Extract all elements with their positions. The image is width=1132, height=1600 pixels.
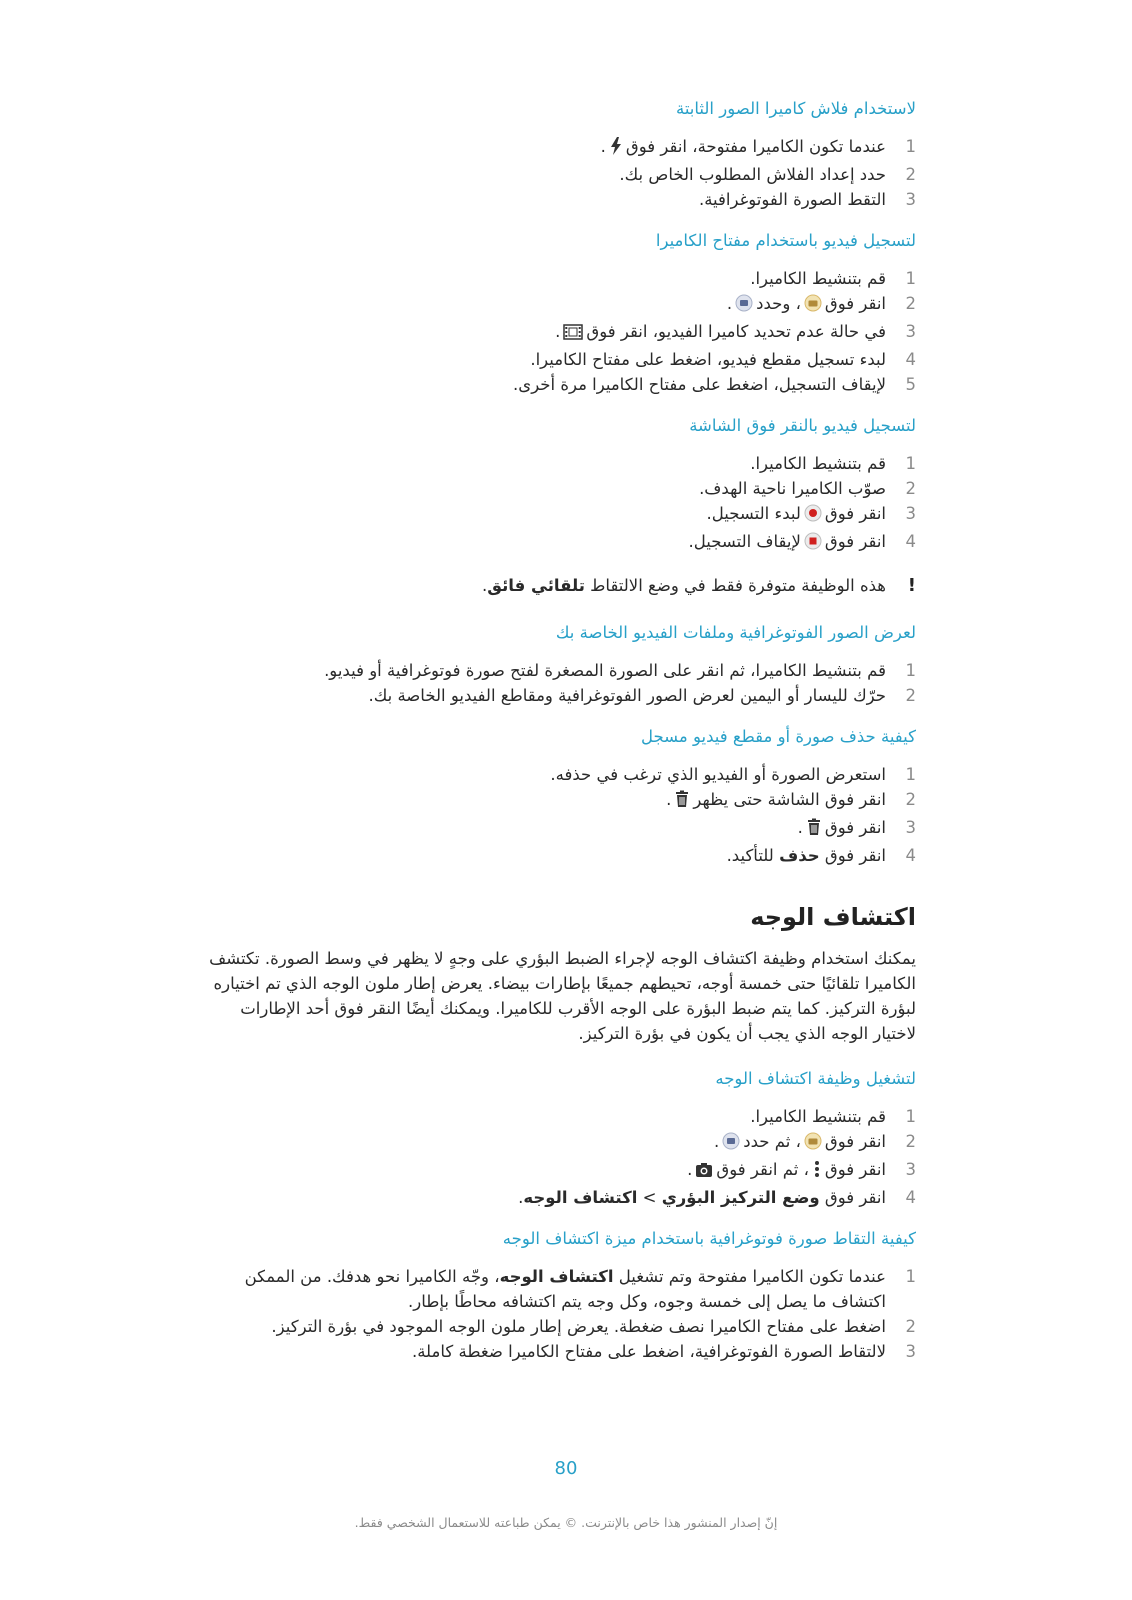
- step-text-part: انقر فوق: [824, 1160, 886, 1179]
- step-text: [196, 1157, 886, 1185]
- step-row: [196, 529, 916, 557]
- step-number: 3: [905, 190, 916, 209]
- step-text-part: .: [726, 294, 733, 313]
- step-number: 2: [905, 686, 916, 705]
- paragraph-face-detection: يمكنك استخدام وظيفة اكتشاف الوجه لإجراء الضبط البؤري على وجهٍ لا يظهر في وسط الصورة. تكتشف الكاميرا تلقائيًا حتى خمسة أوجه، تحيطهم جميعًا بإطارات بيضاء. يعرض إطار ملون الوجه الذي تم اختياره لبؤرة التركيز. كما يتم ضبط البؤرة على الوجه الأقرب للكاميرا. ويمكنك أيضًا النقر فوق أحد الإطارات لاختيار الوجه الذي يجب أن يكون في بؤرة التركيز.: [209, 949, 916, 1043]
- step-bold: اكتشاف الوجه: [499, 1267, 614, 1286]
- record-icon: [804, 504, 822, 529]
- step-row: [196, 347, 916, 372]
- step-row: [196, 291, 916, 319]
- step-number: 1: [905, 269, 916, 288]
- step-text: التقط الصورة الفوتوغرافية.: [698, 190, 886, 209]
- step-row: [196, 1157, 916, 1185]
- stop-icon: [804, 532, 822, 557]
- step-number: 3: [905, 1160, 916, 1179]
- step-text: [196, 529, 886, 557]
- step-text: [196, 1185, 886, 1210]
- step-text-part: .: [714, 1132, 720, 1151]
- step-row: [196, 476, 916, 501]
- step-text-part: ، وجّه الكاميرا نحو هدفك. من الممكن اكتشاف ما يصل إلى خمسة وجوه، وكل وجه يتم اكتشافه محاطًا بإطار.: [244, 1267, 886, 1311]
- step-text: [196, 134, 886, 162]
- step-row: [196, 1264, 916, 1314]
- section-title-view: لعرض الصور الفوتوغرافية وملفات الفيديو الخاصة بك: [555, 623, 916, 642]
- step-text-part: عندما تكون الكاميرا مفتوحة وتم تشغيل: [618, 1267, 886, 1286]
- step-row: [196, 134, 916, 162]
- step-number: 2: [905, 790, 916, 809]
- section-title-record-key: لتسجيل فيديو باستخدام مفتاح الكاميرا: [655, 231, 916, 250]
- step-row: [196, 1185, 916, 1210]
- step-number: 4: [905, 846, 916, 865]
- step-number: 4: [905, 1188, 916, 1207]
- footer-notice: إنّ إصدار المنشور هذا خاص بالإنترنت. © يمكن طباعته للاستعمال الشخصي فقط.: [354, 1515, 778, 1530]
- steps-flash: [196, 134, 916, 212]
- step-text: قم بتنشيط الكاميرا، ثم انقر على الصورة المصغرة لفتح صورة فوتوغرافية أو فيديو.: [324, 661, 886, 680]
- step-bold: حذف: [779, 846, 820, 865]
- content-column: [196, 96, 916, 1380]
- note-text-part: هذه الوظيفة متوفرة فقط في وضع الالتقاط: [590, 576, 886, 595]
- step-row: [196, 815, 916, 843]
- step-text: قم بتنشيط الكاميرا.: [750, 269, 886, 288]
- steps-enable-face: [196, 1104, 916, 1210]
- step-text-part: انقر فوق: [824, 504, 886, 523]
- flash-icon: [609, 137, 623, 162]
- trash-icon: [674, 790, 690, 815]
- step-text-part: انقر فوق: [824, 846, 886, 865]
- step-number: 2: [905, 294, 916, 313]
- section-title-capture-face: كيفية التقاط صورة فوتوغرافية باستخدام ميزة اكتشاف الوجه: [502, 1229, 916, 1248]
- step-text-part: .: [518, 1188, 524, 1207]
- step-number: 2: [905, 165, 916, 184]
- section-title-delete: كيفية حذف صورة أو مقطع فيديو مسجل: [641, 727, 916, 746]
- step-number: 1: [905, 765, 916, 784]
- step-row: [196, 162, 916, 187]
- step-row: [196, 187, 916, 212]
- step-number: 1: [905, 137, 916, 156]
- step-number: 3: [905, 504, 916, 523]
- step-row: [196, 319, 916, 347]
- step-text: [196, 501, 886, 529]
- photo-mode-icon: [722, 1132, 740, 1157]
- step-text: [196, 319, 886, 347]
- step-row: [196, 451, 916, 476]
- step-row: [196, 683, 916, 708]
- step-text-part: ، ثم حدد: [743, 1132, 801, 1151]
- step-text: صوّب الكاميرا ناحية الهدف.: [699, 479, 886, 498]
- step-row: [196, 843, 916, 868]
- step-bold: وضع التركيز البؤري: [661, 1188, 820, 1207]
- step-text: لالتقاط الصورة الفوتوغرافية، اضغط على مفتاح الكاميرا ضغطة كاملة.: [411, 1342, 886, 1361]
- step-number: 4: [905, 350, 916, 369]
- section-title-enable-face: لتشغيل وظيفة اكتشاف الوجه: [715, 1069, 916, 1088]
- steps-record-tap: [196, 451, 916, 557]
- step-row: [196, 1129, 916, 1157]
- step-text-part: للتأكيد.: [726, 846, 774, 865]
- step-text-part: انقر فوق: [824, 532, 886, 551]
- step-text: قم بتنشيط الكاميرا.: [750, 1107, 886, 1126]
- section-title-record-tap: لتسجيل فيديو بالنقر فوق الشاشة: [689, 416, 916, 435]
- step-text-part: .: [797, 818, 803, 837]
- note-text-part: .: [481, 576, 488, 595]
- steps-delete: [196, 762, 916, 868]
- step-row: [196, 372, 916, 397]
- step-separator: >: [642, 1188, 657, 1207]
- step-number: 1: [905, 661, 916, 680]
- step-text: [196, 291, 886, 319]
- step-row: [196, 658, 916, 683]
- step-text-part: انقر فوق: [824, 818, 886, 837]
- step-text: حرّك لليسار أو اليمين لعرض الصور الفوتوغرافية ومقاطع الفيديو الخاصة بك.: [368, 686, 886, 705]
- camera-icon: [695, 1160, 713, 1185]
- step-text: [196, 1264, 886, 1314]
- step-text: لإيقاف التسجيل، اضغط على مفتاح الكاميرا مرة أخرى.: [513, 375, 886, 394]
- note-bold: تلقائي فائق: [487, 576, 585, 595]
- step-row: [196, 787, 916, 815]
- steps-record-key: [196, 266, 916, 397]
- trash-icon: [806, 818, 822, 843]
- note-text: [196, 573, 886, 598]
- step-number: 5: [905, 375, 916, 394]
- step-row: [196, 1339, 916, 1364]
- steps-capture-face: [196, 1264, 916, 1364]
- step-text: استعرض الصورة أو الفيديو الذي ترغب في حذفه.: [550, 765, 886, 784]
- step-text-part: .: [555, 322, 561, 341]
- step-row: [196, 762, 916, 787]
- warning-icon: !: [907, 575, 916, 596]
- step-row: [196, 266, 916, 291]
- step-text: قم بتنشيط الكاميرا.: [750, 454, 886, 473]
- video-mode-icon: [735, 294, 753, 319]
- step-text-part: .: [687, 1160, 693, 1179]
- section-title-flash: لاستخدام فلاش كاميرا الصور الثابتة: [675, 99, 916, 118]
- step-number: 3: [905, 322, 916, 341]
- step-number: 3: [905, 1342, 916, 1361]
- step-number: 2: [905, 479, 916, 498]
- step-text-part: لبدء التسجيل.: [706, 504, 801, 523]
- step-row: [196, 1314, 916, 1339]
- film-icon: [563, 322, 583, 347]
- step-number: 4: [905, 532, 916, 551]
- step-number: 1: [905, 454, 916, 473]
- step-text: [196, 1129, 886, 1157]
- step-row: [196, 501, 916, 529]
- step-text: [196, 787, 886, 815]
- step-bold: اكتشاف الوجه: [523, 1188, 638, 1207]
- step-text-part: لإيقاف التسجيل.: [688, 532, 801, 551]
- step-text: لبدء تسجيل مقطع فيديو، اضغط على مفتاح الكاميرا.: [530, 350, 886, 369]
- camera-mode-icon: [804, 1132, 822, 1157]
- steps-view: [196, 658, 916, 708]
- heading-face-detection: اكتشاف الوجه: [750, 903, 916, 931]
- step-number: 1: [905, 1267, 916, 1286]
- step-text: [196, 843, 886, 868]
- step-number: 1: [905, 1107, 916, 1126]
- step-text-part: ، ثم انقر فوق: [716, 1160, 809, 1179]
- step-number: 2: [905, 1317, 916, 1336]
- step-text-part: انقر فوق: [824, 1132, 886, 1151]
- step-text-part: انقر فوق الشاشة حتى يظهر: [693, 790, 886, 809]
- step-text: حدد إعداد الفلاش المطلوب الخاص بك.: [619, 165, 886, 184]
- menu-dots-icon: [812, 1160, 822, 1185]
- step-text-part: انقر فوق: [824, 1188, 886, 1207]
- step-text-part: .: [600, 137, 606, 156]
- step-text-part: عندما تكون الكاميرا مفتوحة، انقر فوق: [625, 137, 886, 156]
- step-text-part: في حالة عدم تحديد كاميرا الفيديو، انقر فوق: [586, 322, 886, 341]
- note: [196, 573, 916, 598]
- step-number: 2: [905, 1132, 916, 1151]
- page-number: 80: [554, 1458, 578, 1479]
- step-row: [196, 1104, 916, 1129]
- step-text-part: ، وحدد: [756, 294, 801, 313]
- step-text-part: .: [666, 790, 672, 809]
- step-text: اضغط على مفتاح الكاميرا نصف ضغطة. يعرض إطار ملون الوجه الموجود في بؤرة التركيز.: [271, 1317, 886, 1336]
- step-text-part: انقر فوق: [824, 294, 886, 313]
- step-text: [196, 815, 886, 843]
- step-number: 3: [905, 818, 916, 837]
- camera-mode-icon: [804, 294, 822, 319]
